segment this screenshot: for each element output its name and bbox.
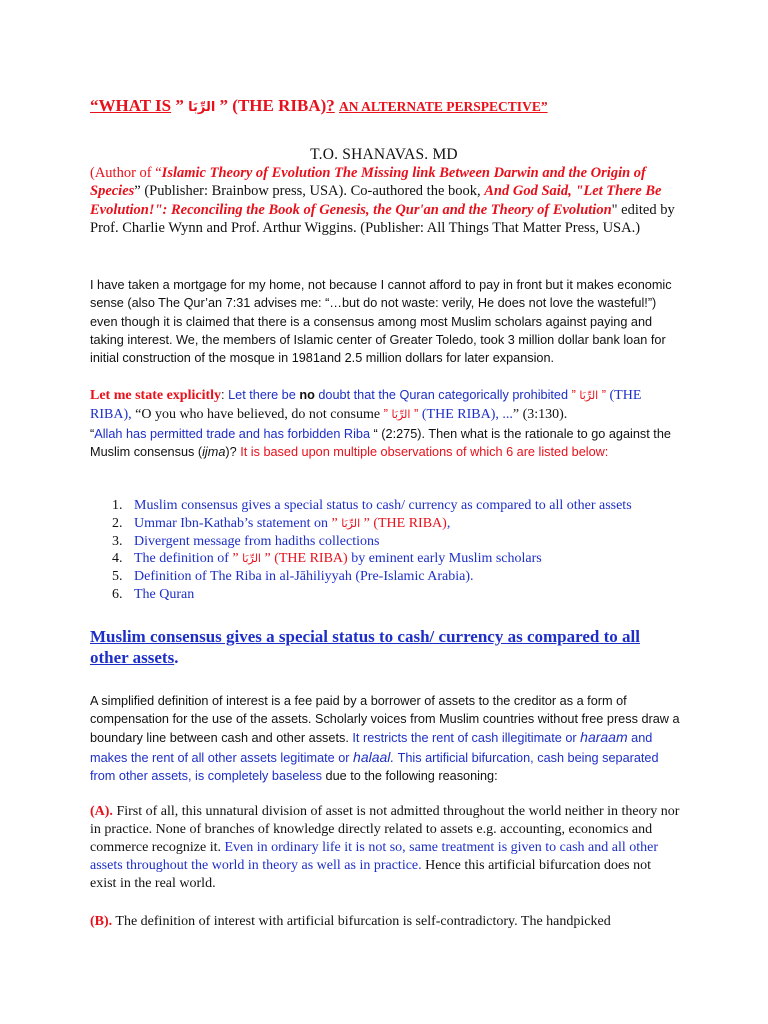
paragraph-a-label: (A). [90,804,113,819]
list-item [112,497,632,515]
list-quote-close: ” [260,551,271,567]
list-item-text: The definition of [134,551,233,567]
list-number: 2. [112,515,123,531]
list-item-text: The Quran [134,586,195,602]
paragraph-definition [90,692,680,785]
list-quote-close: ” [360,515,370,531]
explicit-riba-1: (THE RIBA), [90,388,642,423]
explicit-quote2-open: “ [90,426,95,441]
list-item-text: Ummar Ibn-Kathab’s statement on [134,515,332,531]
list-item-post: , [446,515,451,531]
explicit-ref-3: )? [225,444,241,459]
definition-text-2: due to the following reasoning: [322,768,498,783]
explicit-verse-quote: “O you who have believed, do not consume [135,407,384,423]
explicit-blue-2: doubt that the Quran categorically prohibited [314,388,572,402]
explicit-ijma: ijma [202,444,226,459]
page-subtitle: AN ALTERNATE PERSPECTIVE” [339,99,548,114]
definition-haraam: haraam [580,729,628,746]
definition-text-1: A simplified definition of interest is a fee paid by a borrower of assets to the creditor as a form of compensation for the use of the assets. Scholarly voices from Muslim countries without free press draw a boundary line between cash and other assets. [90,694,680,746]
list-number: 5. [112,569,123,585]
explicit-arabic-2: الرِّبَا [391,408,411,422]
paragraph-b-label: (B). [90,914,113,929]
paragraph-b-text: The definition of interest with artificial bifurcation is self-contradictory. The handpicked [112,914,611,929]
paragraph-mortgage: I have taken a mortgage for my home, not because I cannot afford to pay in front but it makes economic sense (also The Qur’an 7:31 advises me: “…but do not waste: verily, He does not love the wasteful!”) even though it is claimed that there is a consensus among most Muslim scholars against paying and taking interest. We, the members of Islamic center of Greater Toledo, took 3 million dollar bank loan for initial construction of the mosque in 1981and 2.5 million dollars for later expansion. [90,278,672,366]
list-item [112,515,632,533]
bio-text-2: ” (Publisher: Brainbow press, USA). Co-authored the book, [134,183,485,200]
title-part-1: “WHAT IS [90,96,172,115]
title-part-3: ” (THE RIBA) [215,96,327,115]
explicit-lead: Let me state explicitly [90,388,222,403]
list-number: 3. [112,533,123,549]
explicit-no: no [299,388,315,402]
paragraph-a-text-1: First of all, this unnatural division of asset is not admitted throughout the world neither in theory nor in practice. None of branches of knowledge directly related to assets e.g. accounting, economics and commerce recognize it. [90,804,680,855]
definition-blue-1: It restricts the rent of cash illegitimate or [352,731,581,746]
paragraph-explicit-statement: Let me state explicitly: Let there be no doubt that the Quran categorically prohibited ” الرِّبَا ” (THE RIBA), “O you who have believed, do not consume ” الرِّبَا ” (THE RIBA), ...” (3:130). “Allah has permitted trade and has forbidden Riba “ (2:275). Then what is the rationale to go against the Muslim consensus (ijma)? It is based upon multiple observations of which 6 are listed below: [90,388,671,459]
explicit-colon: : [221,388,229,402]
explicit-arabic: الرِّبَا [579,389,599,402]
list-riba: (THE RIBA) [369,515,447,531]
list-quote-open: ” [331,515,342,531]
list-item [112,568,632,586]
bio-text-3: " edited by Prof. Charlie Wynn and Prof. Arthur Wiggins. (Publisher: All Things That Matter Press, USA.) [90,201,675,237]
definition-blue-3: This artificial bifurcation, cash being separated from other assets, is completely baseless [90,750,659,783]
list-item [112,586,632,604]
list-number: 6. [112,586,123,602]
paragraph-b [90,913,680,931]
paragraph-a-text-2: Hence this artificial bifurcation does not exist in the real world. [90,858,652,891]
list-arabic: الرِّبَا [242,552,261,566]
title-arabic: الرِّبَا [188,100,216,115]
explicit-riba-2: (THE RIBA), ... [418,407,513,423]
author-name: T.O. SHANAVAS. MD [310,146,458,163]
explicit-ref-2: (2:275). Then what is the rationale to go against the Muslim consensus ( [90,426,671,459]
list-quote-open: ” [232,551,243,567]
list-item-text: Muslim consensus gives a special status to cash/ currency as compared to all other assets [134,498,632,513]
list-arabic: الرِّبَا [341,516,361,530]
title-part-4: ? [326,96,335,115]
definition-blue-2: and makes the rent of all other assets legitimate or [90,731,653,765]
explicit-quote2-close: “ [370,426,382,441]
list-riba: (THE RIBA) [270,551,348,567]
explicit-quote-close: ” [598,388,606,402]
explicit-ref-1: ” (3:130). [512,407,568,423]
list-number: 4. [112,551,123,567]
paragraph-a-blue: Even in ordinary life it is not so, same treatment is given to cash and all other assets throughout the world in theory as well as in practice. [90,840,658,873]
list-item-text: Definition of The Riba in al-Jāhiliyyah (Pre-Islamic Arabia). [134,569,474,585]
section-heading [90,626,680,668]
explicit-red-tail: It is based upon multiple observations of which 6 are listed below: [240,444,609,459]
title-part-2: ” [171,96,189,115]
explicit-blue-1: Let there be [228,388,300,402]
list-number: 1. [112,498,123,513]
list-item [112,550,632,568]
definition-halaal: halaal. [353,748,395,765]
explicit-quote-open: ” [571,388,580,402]
bio-book-2: And God Said, "Let There Be Evolution!": Reconciling the Book of Genesis, the Qur'an and the Theory of Evolution [90,183,662,218]
bio-text-1: (Author of “ [90,165,162,181]
section-heading-dot: . [174,648,179,667]
page-title [90,96,730,116]
observation-list [112,497,632,604]
list-item [112,533,632,551]
author-bio [90,164,680,238]
section-heading-text: Muslim consensus gives a special status to cash/ currency as compared to all other assets [90,627,640,667]
list-item-post: by eminent early Muslim scholars [347,551,542,567]
paragraph-a [90,803,680,893]
list-item-text: Divergent message from hadiths collections [134,533,380,549]
explicit-allah-verse: Allah has permitted trade and has forbidden Riba [94,426,371,441]
bio-book-1: Islamic Theory of Evolution The Missing link Between Darwin and the Origin of Species [90,165,646,200]
